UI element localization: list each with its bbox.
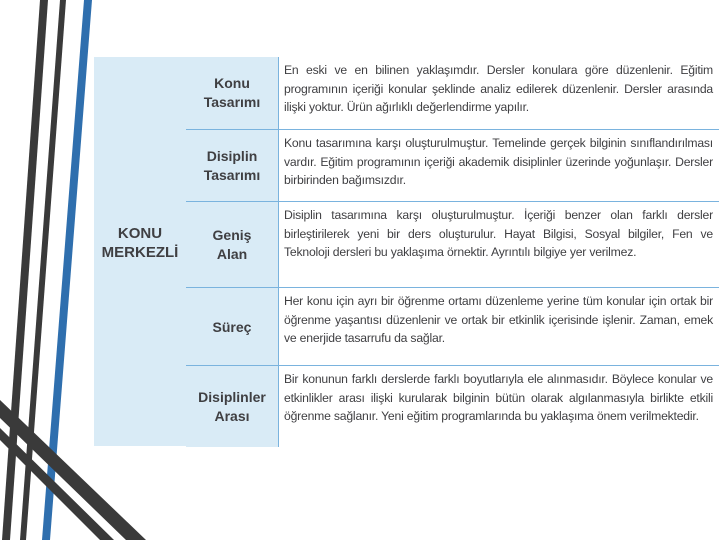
- row-label: Disiplin Tasarımı: [203, 148, 261, 183]
- row-label-cell: [186, 57, 279, 129]
- row-label-cell: [186, 288, 279, 366]
- row-description: Konu tasarımına karşı oluşturulmuştur. Temelinde gerçek bilginin sınıflandırılması vardır. Eğitim programının içeriği akademik disiplinler üzerinde yoğunlaşır. Dersler birbirinden bağımsızdır.: [284, 136, 713, 187]
- row-label: Geniş Alan: [212, 227, 252, 262]
- row-label: Disiplinler Arası: [198, 388, 266, 424]
- deco-stripe-blue: [42, 0, 92, 540]
- row-label: Konu Tasarımı: [203, 75, 261, 110]
- concept-table: [94, 57, 719, 446]
- table-row-disiplin: [186, 129, 719, 202]
- approach-rows: [186, 57, 719, 446]
- row-description: En eski ve en bilinen yaklaşımdır. Dersler konulara göre düzenlenir. Eğitim programının içeriği konular şeklinde analiz edilerek düzenlenir. Dersler arasında ilişki yoktur. Ürün ağırlıklı değerlendirme yapılır.: [284, 63, 713, 114]
- row-label-cell: [186, 202, 279, 288]
- table-row-surec: [186, 287, 719, 366]
- main-category-label: KONU MERKEZLİ: [101, 224, 179, 261]
- row-label-cell: [186, 366, 279, 447]
- main-category-cell: [94, 57, 186, 446]
- row-label: Süreç: [212, 318, 252, 335]
- deco-stripe-dark-top-2: [20, 0, 66, 540]
- table-row-genis-alan: [186, 201, 719, 288]
- row-description: Disiplin tasarımına karşı oluşturulmuştur. İçeriği benzer olan farklı dersler birleştirilerek yeni bir ders oluşturulur. Hayat Bilgisi, Sosyal bilgiler, Fen ve Teknoloji dersleri bu yaklaşıma örnektir. Ayrıntılı bilgiye yer verilmez.: [284, 208, 713, 259]
- table-row-konu: [186, 57, 719, 129]
- row-label-cell: [186, 130, 279, 202]
- deco-stripe-dark-top: [2, 0, 48, 540]
- table-row-disiplinler-arasi: [186, 365, 719, 447]
- row-description: Her konu için ayrı bir öğrenme ortamı düzenleme yerine tüm konular için ortak bir öğrenme yaşantısı düzenlenir ve ortak bir etkinlik içerisinde işlenir. Zaman, emek ve enerjide tasarrufu da sağlar.: [284, 294, 713, 345]
- row-description: Bir konunun farklı derslerde farklı boyutlarıyla ele alınmasıdır. Böylece konular ve etkinlikler arası ilişki kurularak bilginin bütün olarak algılanmasıyla birlikte etkili öğrenme sağlanır. Yeni eğitim programlarında bu yaklaşıma önem verilmektedir.: [284, 372, 713, 423]
